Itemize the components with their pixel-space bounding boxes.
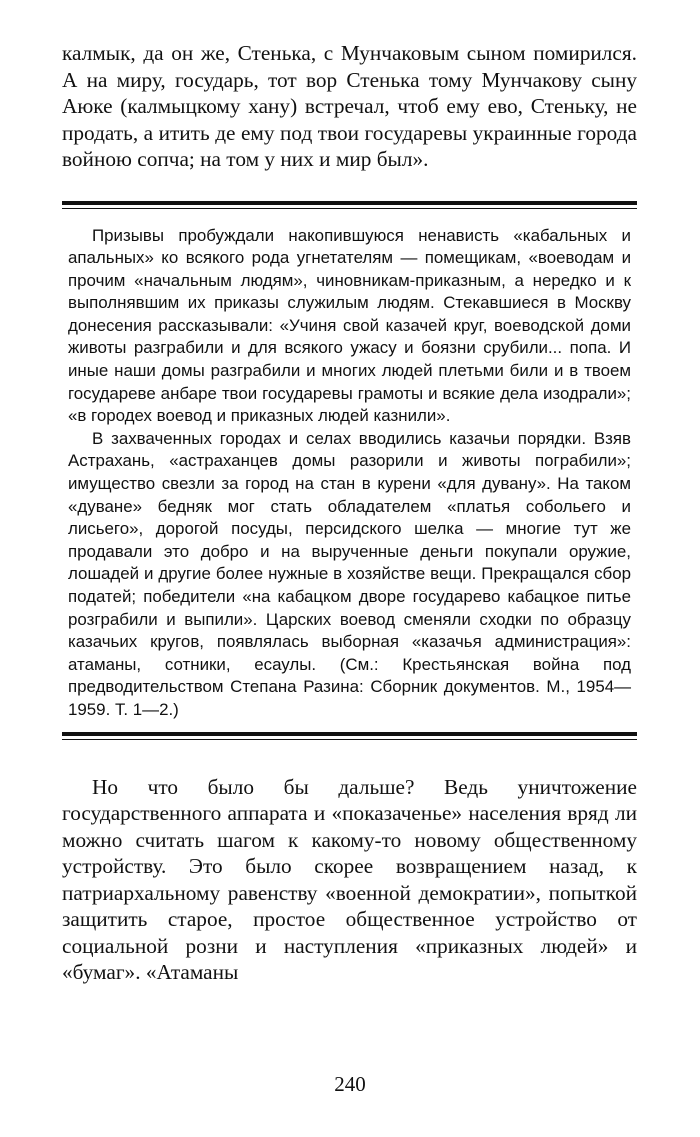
top-divider-rule [62,201,637,209]
top-paragraph: калмык, да он же, Стенька, с Мунчаковым сыном помирился. А на миру, государь, тот вор Стенька тому Мунчакову сыну Аюке (калмыцкому хану) встречал, чтоб ему ево, Стеньку, не продать, а итить де ему под твои государевы украинные города войною сопча; на том у них и мир был». [62,41,637,171]
bottom-divider-thin [62,739,637,740]
main-text-block [62,774,637,986]
inset-paragraph-2: В захваченных городах и селах вводились казачьи порядки. Взяв Астрахань, «астраханцев домы разорили и животы пограбили»; имущество свезли за город на стан в курени «для дувану». На таком «дуване» бедняк мог стать обладателем «платья собольего и лисьего», дорогой посуды, персидского шелка — многие тут же продавали это добро и на вырученные деньги покупали оружие, лошадей и другие более нужные в хозяйстве вещи. Прекращался сбор податей; победители «на кабацком дворе государево кабацкое питье розграбили и выпили». Царских воевод сменяли сходки по образцу казачьих кругов, появлялась выборная «казачья администрация»: атаманы, сотники, есаулы. (См.: Крестьянская война под предводительством Степана Разина: Сборник документов. М., 1954—1959. Т. 1—2.) [68,428,631,719]
top-text-block [62,40,637,173]
main-paragraph: Но что было бы дальше? Ведь уничтожение государственного аппарата и «показаченье» населения вряд ли можно считать шагом к какому-то новому общественному устройству. Это было скорее возвращением назад, к патриархальному равенству «военной демократии», попыткой защитить старое, простое общественное устройство от социальной розни и наступления «приказных людей» и «бумаг». «Атаманы [62,774,637,985]
book-page [62,40,637,986]
bottom-divider-thick [62,732,637,736]
inset-paragraph-1: Призывы пробуждали накопившуюся ненависть «кабальных и апальных» ко всякого рода угнетателям — помещикам, «воеводам и прочим «начальным людям», чиновникам-приказным, а нередко и к выполнявшим их приказы служилым людям. Стекавшиеся в Москву донесения рассказывали: «Учиня свой казачей круг, воеводской доми животы разграбили и для всякого ужасу и боязни срубили... попа. И иные наши домы разграбили и многих людей плетьми били и в твоем государеве анбаре твои государевы грамоты и всякие дела изодрали»; «в городех воевод и приказных людей казнили». [68,225,631,426]
inset-box [62,209,637,722]
bottom-divider-rule [62,732,637,740]
top-divider-thick [62,201,637,205]
page-number: 240 [334,1072,366,1096]
